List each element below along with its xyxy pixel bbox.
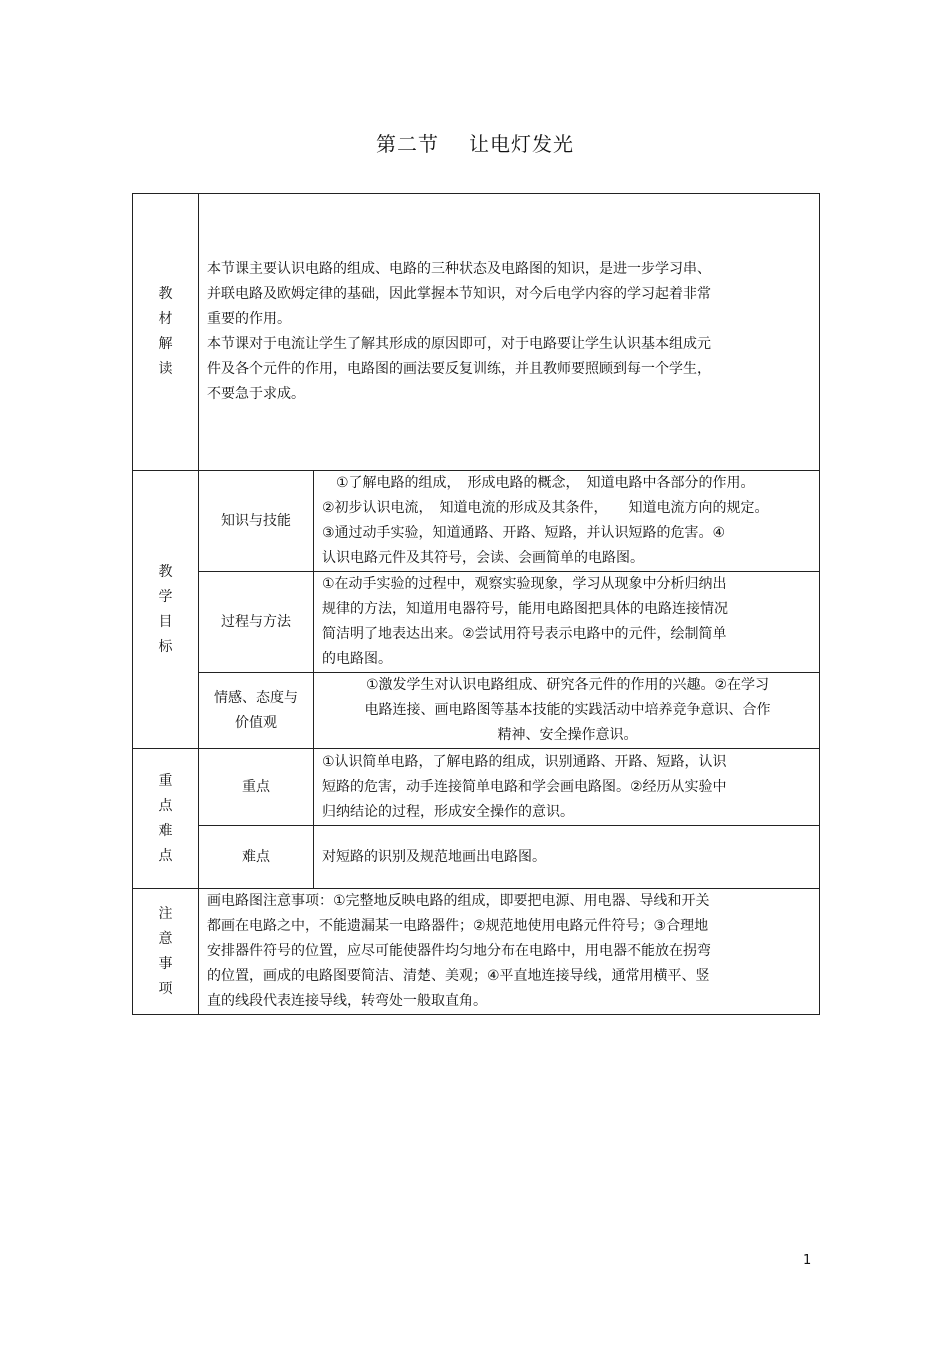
page-title [0,128,950,157]
key-points-content: ①认识简单电路，了解电路的组成，识别通路、开路、短路，认识 短路的危害，动手连接简单电路和学会画电路图。②经历从实验中 归纳结论的过程，形成安全操作的意识。 [314,749,820,826]
notes-header: 注 意 事 项 [133,889,199,1015]
difficult-points-label: 难点 [199,826,314,889]
key-points-label: 重点 [199,749,314,826]
emotion-attitude-label: 情感、态度与 价值观 [199,673,314,749]
notes-content: 画电路图注意事项：①完整地反映电路的组成，即要把电源、用电器、导线和开关 都画在电路之中，不能遗漏某一电路器件；②规范地使用电路元件符号；③合理地 安排器件符号的位置，应尽可能使器件均匀地分布在电路中，用电器不能放在拐弯 的位置，画成的电路图要简洁、清楚、美观；④平直地连接导线，通常用横平、竖 直的线段代表连接导线，转弯处一般取直角。 [199,889,820,1015]
key-difficult-points-header: 重 点 难 点 [133,749,199,889]
emotion-attitude-content: ①激发学生对认识电路组成、研究各元件的作用的兴趣。②在学习 电路连接、画电路图等基本技能的实践活动中培养竞争意识、合作 精神、安全操作意识。 [314,673,820,749]
knowledge-skills-content: ①了解电路的组成， 形成电路的概念， 知道电路中各部分的作用。 ②初步认识电流， 知道电流的形成及其条件， 知道电流方向的规定。 ③通过动手实验，知道通路、开路、短路，并认识短路的危害。④ 认识电路元件及其符号，会读、会画简单的电路图。 [314,471,820,572]
objective-row-knowledge [133,471,820,572]
lesson-plan-table [132,193,820,1015]
textbook-analysis-content: 本节课主要认识电路的组成、电路的三种状态及电路图的知识，是进一步学习串、 并联电路及欧姆定律的基础，因此掌握本节知识，对今后电学内容的学习起着非常 重要的作用。 本节课对于电流让学生了解其形成的原因即可，对于电路要让学生认识基本组成元 件及各个元件的作用，电路图的画法要反复训练，并且教师要照顾到每一个学生， 不要急于求成。 [199,194,820,471]
teaching-objectives-header: 教 学 目 标 [133,471,199,749]
notes-row [133,889,820,1015]
objective-row-process [133,572,820,673]
difficult-points-content: 对短路的识别及规范地画出电路图。 [314,826,820,889]
title-topic: 让电灯发光 [469,132,574,156]
process-methods-content: ①在动手实验的过程中，观察实验现象，学习从现象中分析归纳出 规律的方法，知道用电器符号，能用电路图把具体的电路连接情况 简洁明了地表达出来。②尝试用符号表示电路中的元件，绘制简单 的电路图。 [314,572,820,673]
objective-row-attitude [133,673,820,749]
knowledge-skills-label: 知识与技能 [199,471,314,572]
textbook-analysis-row [133,194,820,471]
difficult-point-row [133,826,820,889]
process-methods-label: 过程与方法 [199,572,314,673]
page-number: 1 [803,1253,812,1268]
textbook-analysis-header: 教 材 解 读 [133,194,199,471]
key-point-row [133,749,820,826]
title-section-number: 第二节 [376,132,439,156]
